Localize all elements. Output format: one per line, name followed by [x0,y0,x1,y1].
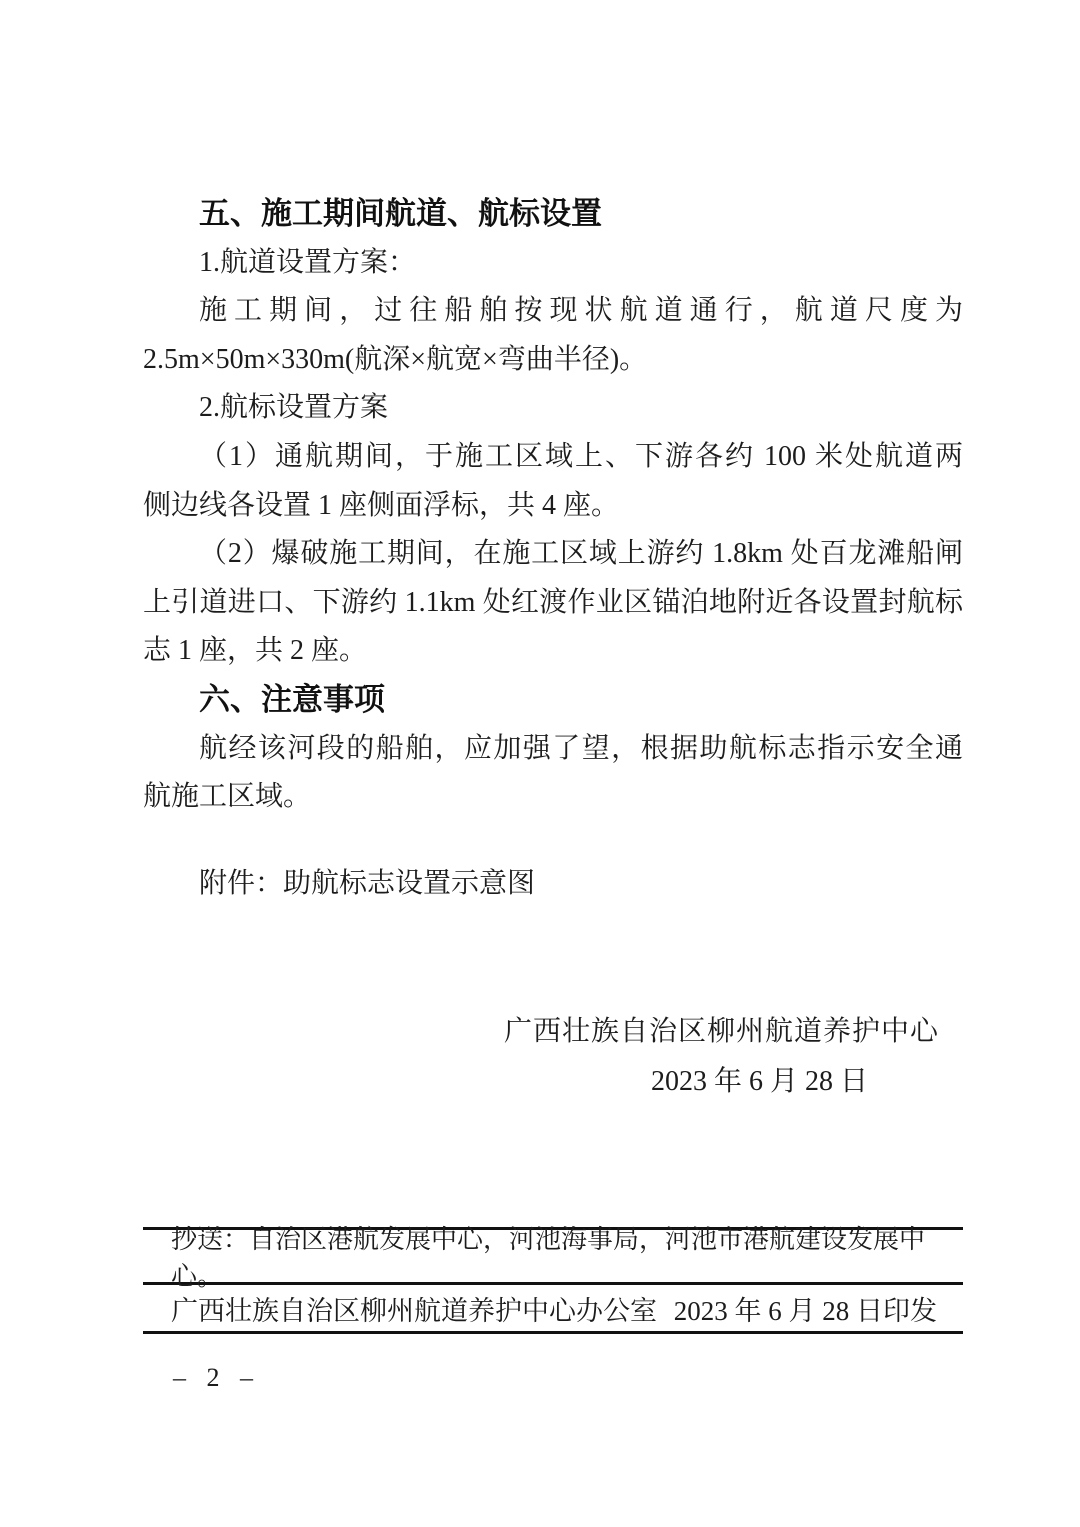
notice-line-1: 航经该河段的船舶，应加强了望，根据助航标志指示安全通 [199,732,963,764]
channel-plan-label: 1.航道设置方案： [199,246,417,278]
issuing-office: 广西壮族自治区柳州航道养护中心办公室 [171,1295,657,1326]
footer-rule-bottom [143,1331,963,1334]
section6-heading: 六、注意事项 [199,681,385,717]
buoy-plan-label: 2.航标设置方案 [199,392,389,424]
buoy-item2-line-2: 上引道进口、下游约 1.1km 处红渡作业区锚泊地附近各设置封航标 [143,586,963,618]
signature-date: 2023 年 6 月 28 日 [650,1065,868,1097]
document-body [143,190,963,1107]
print-date: 2023 年 6 月 28 日印发 [673,1295,937,1326]
cc-line: 抄送：自治区港航发展中心，河池海事局，河池市港航建设发展中心。 [171,1225,926,1291]
channel-desc-line-2: 2.5m×50m×330m(航深×航宽×弯曲半径)。 [143,343,648,375]
buoy-item1-line-1: （1）通航期间，于施工区域上、下游各约 100 米处航道两 [199,440,963,472]
buoy-item2-line-3: 志 1 座，共 2 座。 [143,635,368,667]
attachment-line: 附件：助航标志设置示意图 [199,867,536,899]
signature-block [143,1008,963,1107]
page-number: – 2 – [173,1363,260,1392]
signature-org: 广西壮族自治区柳州航道养护中心 [503,1016,939,1048]
buoy-item1-line-2: 侧边线各设置 1 座侧面浮标，共 4 座。 [143,489,620,521]
document-footer [143,1227,963,1334]
section5-heading: 五、施工期间航道、航标设置 [199,196,602,231]
office-line [143,1285,963,1331]
notice-line-2: 航施工区域。 [143,781,312,813]
buoy-item2-line-1: （2）爆破施工期间，在施工区域上游约 1.8km 处百龙滩船闸 [199,538,963,570]
channel-desc-line-1: 施工期间，过往船舶按现状航道通行，航道尺度为 [199,295,963,327]
